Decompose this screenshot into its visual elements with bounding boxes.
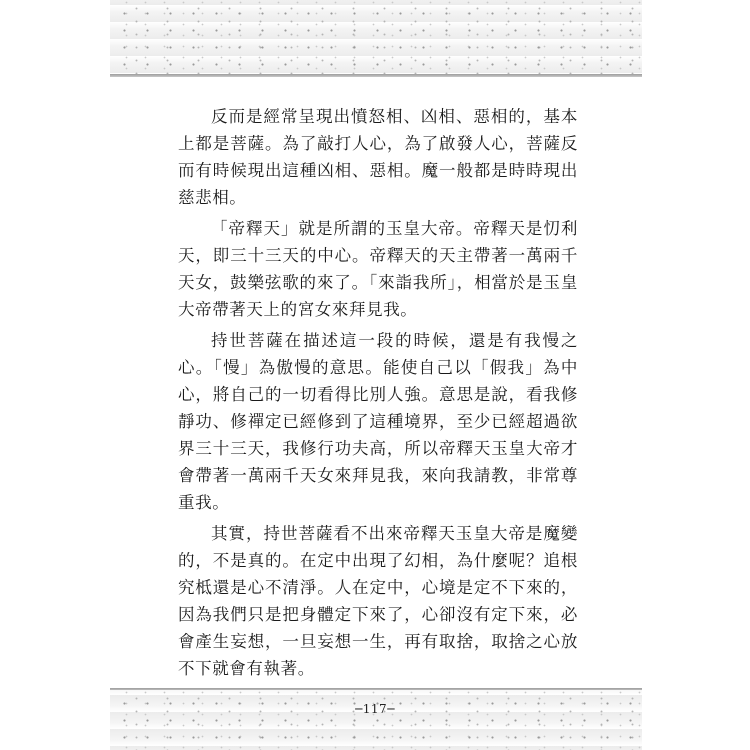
page-number: ─117─ [355,702,395,716]
paragraph-1: 反而是經常呈現出憤怒相、凶相、惡相的，基本上都是菩薩。為了敲打人心，為了啟發人心，菩薩反而有時候現出這種凶相、惡相。魔一般都是時時現出慈悲相。 [178,107,578,207]
paragraph-2: 「帝釋天」就是所謂的玉皇大帝。帝釋天是忉利天，即三十三天的中心。帝釋天的天主帶著一萬兩千天女，鼓樂弦歌的來了。「來詣我所」，相當於是玉皇大帝帶著天上的宮女來拜見我。 [178,219,578,319]
header-decoration [110,0,642,74]
body-text [178,103,578,682]
paragraph-4: 其實，持世菩薩看不出來帝釋天玉皇大帝是魔變的，不是真的。在定中出現了幻相，為什麼呢？追根究柢還是心不清淨。人在定中，心境是定不下來的，因為我們只是把身體定下來了，心卻沒有定下來，必會產生妄想，一旦妄想一生，再有取捨，取捨之心放不下就會有執著。 [178,524,578,678]
header-rule [110,74,642,77]
paragraph-3: 持世菩薩在描述這一段的時候，還是有我慢之心。「慢」為傲慢的意思。能使自己以「假我」為中心，將自己的一切看得比別人強。意思是說，看我修靜功、修禪定已經修到了這種境界，至少已經超過欲界三十三天，我修行功夫高，所以帝釋天玉皇大帝才會帶著一萬兩千天女來拜見我，來向我請教，非常尊重我。 [178,331,578,512]
footer-decoration [110,690,642,750]
